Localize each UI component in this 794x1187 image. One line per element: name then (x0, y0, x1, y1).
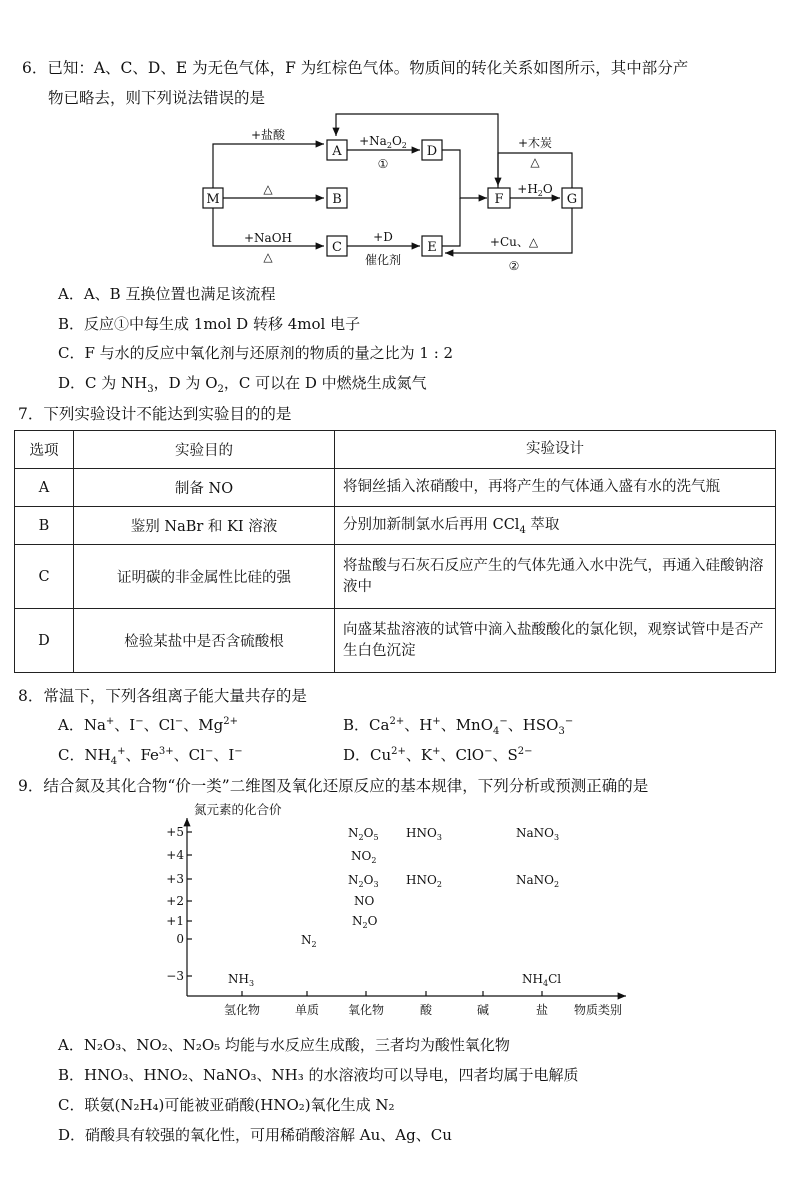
node-c: C (332, 240, 342, 255)
y-tick-label: +5 (166, 825, 184, 839)
y-axis-title: 氮元素的化合价 (194, 802, 282, 817)
x-tick-label: 氢化物 (223, 1003, 261, 1017)
label-g-to-f-bottom: △ (530, 155, 540, 169)
point-n2: $N_2$ (301, 933, 317, 949)
q7-experiment-table (14, 430, 776, 673)
q8-stem: 8．常温下，下列各组离子能大量共存的是 (18, 687, 307, 705)
y-tick-label: +1 (166, 914, 184, 928)
header-design: 实验设计 (335, 431, 776, 469)
label-c-to-e-top: +D (373, 230, 393, 244)
x-tick-label: 盐 (535, 1003, 549, 1017)
q6-stem-line1: 6．已知：A、C、D、E 为无色气体，F 为红棕色气体。物质间的转化关系如图所示，其中部分产 (22, 59, 689, 77)
label-a-to-d-top: $+Na_2O_2$ (359, 134, 407, 150)
label-m-to-a: +盐酸 (250, 128, 286, 142)
q6-option-d: D．C 为 $NH_3$，D 为 $O_2$，C 可以在 D 中燃烧生成氮气 (58, 374, 427, 395)
q9-option-d: D．硝酸具有较强的氧化性，可用稀硝酸溶解 Au、Ag、Cu (58, 1126, 452, 1144)
label-reaction-2: ② (508, 259, 520, 273)
label-g-to-f-top: +木炭 (517, 136, 553, 150)
point-no2: $NO_2$ (351, 849, 377, 865)
q7-stem: 7．下列实验设计不能达到实验目的的是 (18, 405, 292, 423)
q6-option-c: C．F 与水的反应中氧化剂与还原剂的物质的量之比为 1 : 2 (58, 344, 454, 362)
x-tick-label: 碱 (476, 1003, 490, 1017)
q9-stem: 9．结合氮及其化合物“价一类”二维图及氧化还原反应的基本规律，下列分析或预测正确的是 (18, 777, 649, 795)
point-hno2: $HNO_2$ (406, 873, 442, 889)
q8-option-a: A．Na+、I−、Cl−、$Mg^{2+}$ (58, 716, 239, 734)
label-m-to-b: △ (263, 182, 273, 196)
label-m-to-c-top: +NaOH (243, 231, 293, 245)
arrow-f-to-a (336, 114, 498, 188)
y-tick-label: +2 (166, 894, 184, 908)
node-e: E (427, 240, 437, 255)
label-g-to-e-top: +Cu、△ (489, 235, 539, 249)
node-f: F (494, 192, 504, 207)
q6-stem-line2: 物已略去，则下列说法错误的是 (48, 89, 266, 107)
node-m: M (206, 192, 220, 207)
table-header-row (15, 431, 776, 469)
table-row: D 检验某盐中是否含硫酸根 向盛某盐溶液的试管中滴入盐酸酸化的氯化钡，观察试管中是否产生白色沉淀 (15, 609, 776, 673)
y-tick-label: −3 (166, 969, 184, 983)
q9-valence-class-chart (160, 800, 640, 1022)
label-reaction-1: ① (377, 157, 389, 171)
table-row: A 制备 NO 将铜丝插入浓硝酸中，再将产生的气体通入盛有水的洗气瓶 (15, 469, 776, 507)
point-nh4cl: $NH_4Cl$ (522, 972, 562, 988)
node-g: G (566, 192, 578, 207)
q8-option-d: D．$Cu^{2+}$、K+、ClO−、$S^{2-}$ (343, 746, 533, 764)
x-axis-title: 物质类别 (573, 1003, 623, 1017)
point-n2o3: $N_2O_3$ (348, 873, 379, 889)
point-n2o5: $N_2O_5$ (348, 826, 379, 842)
point-n2o: $N_2O$ (352, 914, 378, 930)
q9-option-b: B．HNO₃、HNO₂、NaNO₃、NH₃ 的水溶液均可以导电，四者均属于电解质 (58, 1066, 579, 1084)
point-hno3: $HNO_3$ (406, 826, 442, 842)
node-d: D (426, 144, 438, 159)
label-c-to-e-bottom: 催化剂 (364, 253, 402, 267)
y-tick-label: +4 (166, 848, 184, 862)
x-tick-label: 单质 (294, 1003, 320, 1017)
point-nano2: NaNO$_2$ (516, 873, 560, 889)
node-a: A (332, 144, 342, 159)
header-goal: 实验目的 (74, 431, 335, 469)
table-row: C 证明碳的非金属性比硅的强 将盐酸与石灰石反应产生的气体先通入水中洗气，再通入硅酸钠溶液中 (15, 545, 776, 609)
q8-option-b: B．$Ca^{2+}$、H+、MnO$_4$−、$HSO_3^-$ (343, 716, 574, 737)
line-e-to-f (442, 198, 460, 246)
q8-option-c: C．$NH_4^+$、$Fe^{3+}$、Cl−、I− (58, 746, 243, 767)
q6-option-b: B．反应①中每生成 1mol D 转移 4mol 电子 (58, 315, 361, 333)
y-tick-label: +3 (166, 872, 184, 886)
label-f-to-g-top: $+H_2O$ (517, 182, 553, 198)
table-row: B 鉴别 NaBr 和 KI 溶液 分别加新制氯水后再用 CCl$_4$ 萃取 (15, 507, 776, 545)
x-tick-label: 酸 (419, 1003, 433, 1017)
point-nh3: $NH_3$ (228, 972, 255, 988)
q6-conversion-diagram (190, 108, 590, 278)
label-m-to-c-bottom: △ (263, 250, 273, 264)
y-tick-label: 0 (176, 932, 184, 946)
arrow-d-to-f (442, 150, 487, 198)
header-option: 选项 (15, 431, 74, 469)
point-no: NO (354, 894, 375, 908)
q9-option-c: C．联氨(N₂H₄)可能被亚硝酸(HNO₂)氧化生成 N₂ (58, 1096, 395, 1114)
point-nano3: NaNO$_3$ (516, 826, 560, 842)
q9-option-a: A．N₂O₃、NO₂、N₂O₅ 均能与水反应生成酸，三者均为酸性氧化物 (58, 1036, 510, 1054)
node-b: B (332, 192, 342, 207)
q6-option-a: A．A、B 互换位置也满足该流程 (58, 285, 276, 303)
x-tick-label: 氧化物 (347, 1003, 385, 1017)
